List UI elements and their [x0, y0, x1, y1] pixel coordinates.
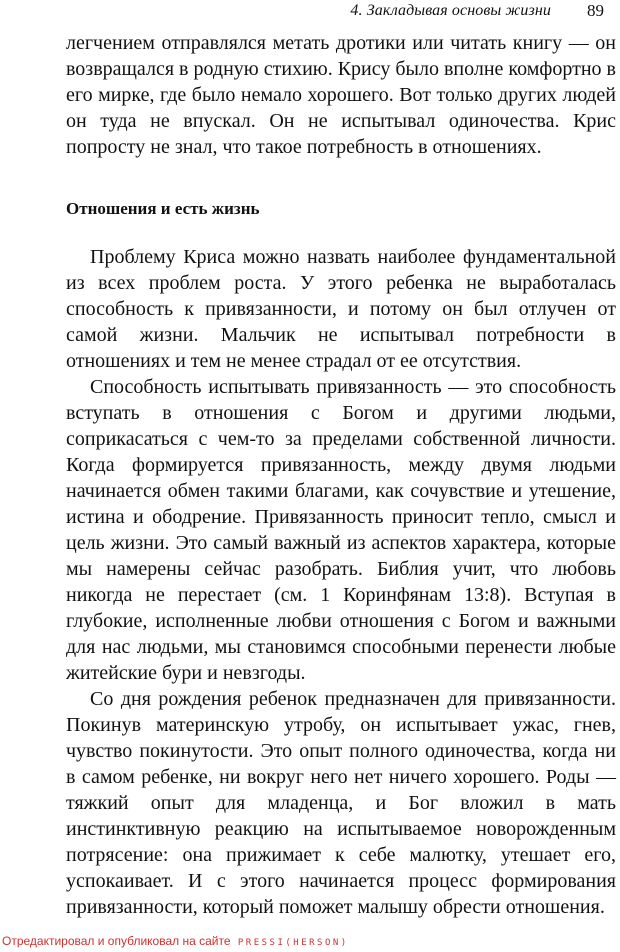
footer-credit: Отредактировал и опубликовал на сайте: [2, 934, 231, 948]
paragraph: Проблему Криса можно назвать наиболее фундаментальной из всех проблем роста. У этого ребенка не выработалась способность к привязанности, и потому он был отлучен от самой жизни. Мальчик не испытывал потребности в отношениях и тем не менее страдал от ее отсутствия.: [66, 246, 616, 372]
paragraph: Способность испытывать привязанность — это способность вступать в отношения с Богом и другими людьми, соприкасаться с чем-то за пределами собственной личности. Когда формируется привязанность, между двумя людьми начинается обмен такими благами, как сочувствие и утешение, истина и ободрение. Привязанность приносит тепло, смысл и цель жизни. Это самый важный из аспектов характера, которые мы намерены сейчас разобрать. Библия учит, что любовь никогда не перестает (см. 1 Коринфянам 13:8). Вступая в глубокие, исполненные любви отношения с Богом и важными для нас людьми, мы становимся способными перенести любые житейские бури и невзгоды.: [66, 376, 616, 684]
publisher-footer: [2, 934, 349, 948]
footer-site-name: PRESSI(HERSON): [237, 938, 349, 948]
section-heading: Отношения и есть жизнь: [66, 199, 260, 218]
running-header: [0, 0, 620, 26]
paragraph: Со дня рождения ребенок предназначен для привязанности. Покинув материнскую утробу, он испытывает ужас, гнев, чувство покинутости. Это опыт полного одиночества, когда ни в самом ребенке, ни вокруг него нет ничего хорошего. Роды — тяжкий опыт для младенца, и Бог вложил в мать инстинктивную реакцию на испытываемое новорожденным потрясение: она прижимает к себе малютку, утешает его, успокаивает. И с этого начинается процесс формирования привязанности, который поможет малышу обрести отношения.: [66, 688, 616, 918]
paragraph-continuation: легчением отправлялся метать дротики или читать книгу — он возвращался в родную стихию. Крису было вполне комфортно в его мирке, где было немало хорошего. Вот только других людей он туда не впускал. Он не испытывал одиночества. Крис попросту не знал, что такое потребность в отношениях.: [66, 32, 616, 158]
page-body: [66, 30, 616, 920]
chapter-title: 4. Закладывая основы жизни: [350, 2, 551, 19]
page-number: 89: [587, 1, 604, 20]
